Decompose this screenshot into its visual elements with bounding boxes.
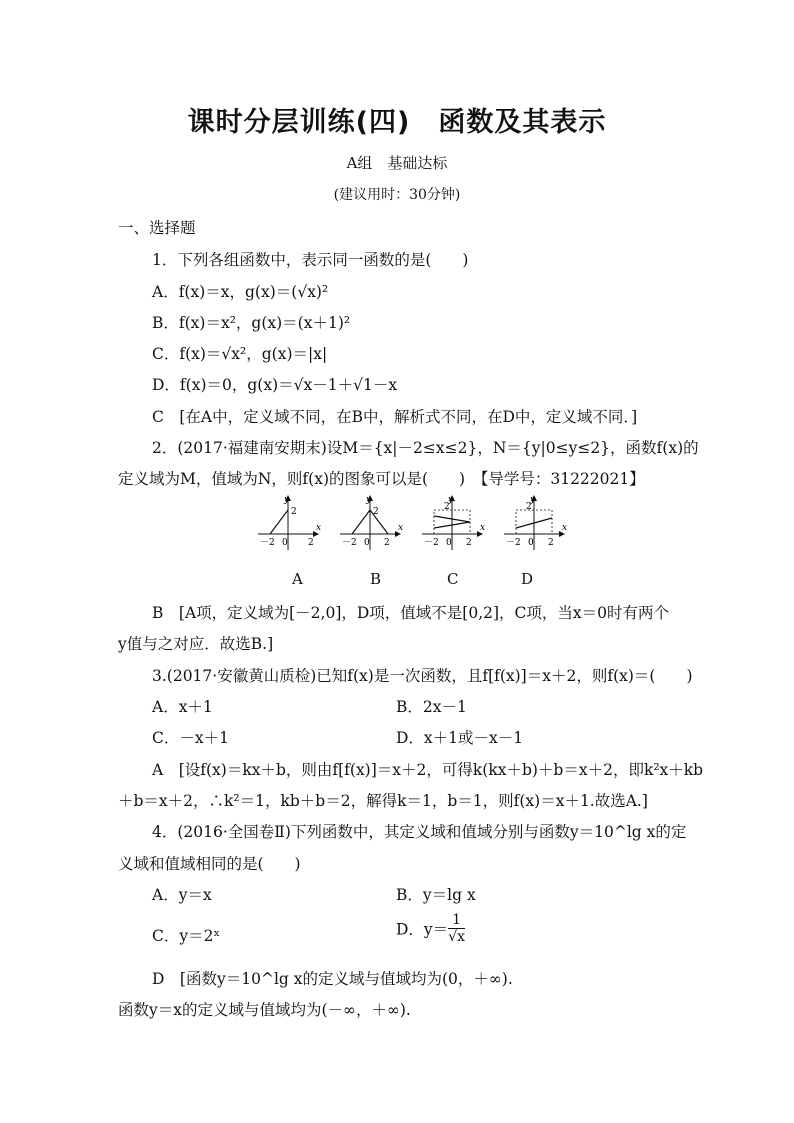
graph-b-x-label: x (398, 523, 404, 533)
q4-option-d-denominator: √x (448, 929, 466, 945)
q3-stem: 3.(2017·安徽黄山质检)已知f(x)是一次函数，且f[f(x)]＝x＋2，则f(x)＝( ) (152, 667, 693, 685)
q4-answer-line2: 函数y＝x的定义域与值域均为(－∞，＋∞). (118, 1001, 411, 1019)
graph-b-y-label: y (366, 495, 372, 505)
q2-answer-line2: y值与之对应．故选B.] (118, 635, 274, 653)
q1-answer: C [在A中，定义域不同，在B中，解析式不同，在D中，定义域不同．] (152, 408, 638, 426)
graph-d-x-label: x (562, 523, 568, 533)
q3-answer-line2: ＋b＝x＋2，∴k²＝1，kb＋b＝2，解得k＝1，b＝1，则f(x)＝x＋1.故选A.] (118, 792, 648, 810)
q4-stem-line1: 4．(2016·全国卷Ⅱ)下列函数中，其定义域和值域分别与函数y＝10^lg x的定 (152, 823, 687, 841)
title-main: 课时分层训练(四) (187, 107, 411, 138)
q2-graphs (256, 492, 576, 552)
q3-option-a: A．x＋1 (152, 698, 213, 716)
section-heading: 一、选择题 (118, 219, 196, 237)
graph-a-tick-neg: －2 (260, 538, 275, 548)
graph-a-tick-pos: 2 (308, 538, 314, 548)
graph-c-tick-pos: 2 (466, 538, 472, 548)
q4-option-d-prefix: D．y＝ (396, 920, 449, 939)
q1-option-c: C．f(x)＝√x²，g(x)＝|x| (152, 345, 328, 363)
q1-stem: 1．下列各组函数中，表示同一函数的是( ) (152, 251, 469, 269)
graph-d-origin: 0 (528, 538, 534, 548)
time-note: (建议用时：30分钟) (333, 187, 461, 203)
q4-answer-line1: D [函数y＝10^lg x的定义域与值域均为(0，＋∞). (152, 970, 513, 988)
graph-d-y-label: y (530, 495, 536, 505)
q4-option-d-fraction (448, 912, 465, 945)
graph-a-x-label: x (316, 523, 322, 533)
q2-stem-line2: 定义域为M，值域为N，则f(x)的图象可以是( ) 【导学号：31222021】 (118, 470, 645, 488)
q4-option-d-numerator: 1 (448, 912, 465, 929)
title-topic: 函数及其表示 (438, 107, 607, 138)
q1-option-a: A．f(x)＝x，g(x)＝(√x)² (152, 283, 329, 301)
group-heading: A组 基础达标 (346, 154, 448, 172)
q1-option-d: D．f(x)＝0，g(x)＝√x－1＋√1－x (152, 376, 398, 394)
q3-answer-line1: A [设f(x)＝kx＋b，则由f[f(x)]＝x＋2，可得k(kx＋b)＋b＝x＋2，即k²x＋kb (152, 761, 704, 779)
q4-stem-line2: 义域和值域相同的是( ) (118, 855, 301, 873)
graph-d-tick-pos: 2 (548, 538, 554, 548)
graph-c-tick-neg: －2 (424, 538, 439, 548)
graph-b-tick-neg: －2 (342, 538, 357, 548)
graph-b-origin: 0 (364, 538, 370, 548)
q1-option-b: B．f(x)＝x²，g(x)＝(x＋1)² (152, 314, 351, 332)
graph-d-tick-neg: －2 (506, 538, 521, 548)
graph-c-x-label: x (480, 523, 486, 533)
graph-a (258, 495, 321, 550)
q2-answer-line1: B [A项，定义域为[－2,0]，D项，值域不是[0,2]，C项，当x＝0时有两个 (152, 604, 670, 622)
graph-b (340, 495, 403, 550)
graph-c (422, 495, 485, 550)
q4-option-b: B．y＝lg x (396, 886, 476, 904)
q4-option-a: A．y＝x (152, 886, 212, 904)
q4-option-d (396, 912, 465, 945)
graph-label-b: B (370, 570, 382, 588)
graph-c-origin: 0 (446, 538, 452, 548)
graph-a-origin: 0 (282, 538, 288, 548)
graph-label-a: A (292, 570, 303, 588)
graph-d (504, 495, 567, 550)
page-title (0, 100, 794, 139)
graph-a-y-label: y (284, 495, 290, 505)
q2-stem-line1: 2．(2017·福建南安期末)设M＝{x|－2≤x≤2}，N＝{y|0≤y≤2}，函数f(x)的 (152, 439, 699, 457)
q4-option-c: C．y＝2ˣ (152, 927, 221, 945)
q3-option-c: C．－x＋1 (152, 729, 229, 747)
graph-d-tick-top: 2 (526, 502, 532, 512)
graph-c-tick-top: 2 (444, 502, 450, 512)
graph-b-tick-pos: 2 (384, 538, 390, 548)
q3-option-b: B．2x－1 (396, 698, 467, 716)
graph-label-d: D (521, 570, 534, 588)
graph-a-tick-top: 2 (291, 507, 297, 517)
q3-option-d: D．x＋1或－x－1 (396, 729, 524, 747)
graph-label-c: C (447, 570, 459, 588)
graph-b-tick-top: 2 (373, 507, 379, 517)
graph-c-y-label: y (448, 495, 454, 505)
